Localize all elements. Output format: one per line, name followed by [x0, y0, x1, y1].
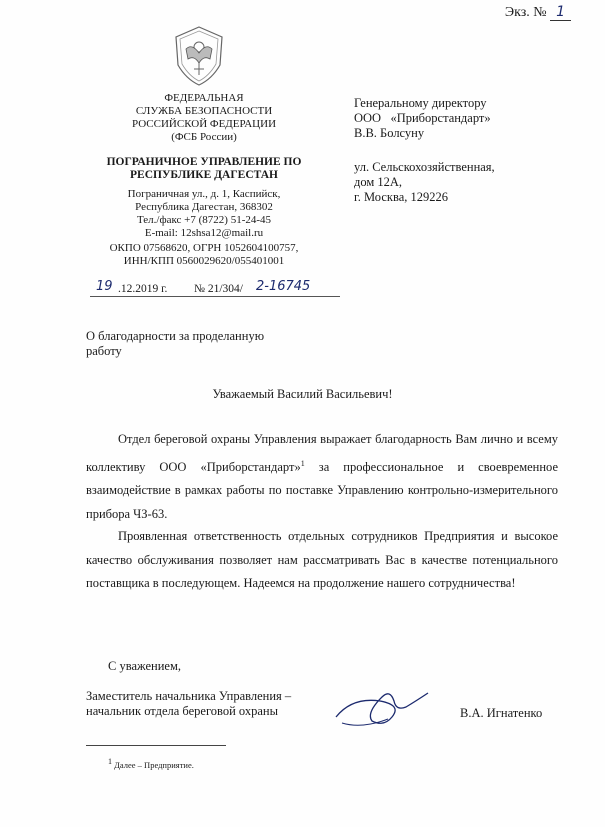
recipient-address: ул. Сельскохозяйственная, дом 12А, г. Москва, 129226 — [354, 160, 495, 204]
closing: С уважением, — [108, 659, 181, 673]
copy-number: Экз. № 1 — [505, 4, 571, 21]
footnote: $^1$ Далее – Предприятие. — [108, 757, 194, 770]
sender-codes: ОКПО 07568620, ОГРН 1052604100757, ИНН/КПП 0560029620/055401001 — [109, 242, 299, 267]
body-paragraph-1: Отдел береговой охраны Управления выражает благодарность Вам лично и всему коллективу ООО «Приборстандарт»$^1$ за профессиональное и своевременное взаимодействие в рамках работы по поставке Управлению контрольно-измерительного прибора ЧЗ-63. — [86, 432, 558, 521]
sender-department: ПОГРАНИЧНОЕ УПРАВЛЕНИЕ ПО РЕСПУБЛИКЕ ДАГЕСТАН — [106, 156, 302, 181]
copy-number-value: 1 — [550, 4, 571, 21]
sender-address: Пограничная ул., д. 1, Каспийск, Республика Дагестан, 368302 Тел./факс +7 (8722) 51-24-45 E-mail: 12shsa12@mail.ru — [127, 188, 281, 239]
recipient: Генеральному директору ООО «Приборстандарт» В.В. Болсуну — [354, 96, 491, 140]
date-day: 19 — [96, 279, 113, 294]
date-reference — [90, 279, 340, 298]
sender-agency: ФЕДЕРАЛЬНАЯ СЛУЖБА БЕЗОПАСНОСТИ РОССИЙСКОЙ ФЕДЕРАЦИИ (ФСБ России) — [131, 92, 277, 143]
signatory-name: В.А. Игнатенко — [460, 706, 543, 720]
salutation: Уважаемый Василий Васильевич! — [212, 387, 393, 401]
date-month-year: .12.2019 г. — [118, 283, 168, 295]
signatory-title: Заместитель начальника Управления – начальник отдела береговой охраны — [86, 689, 292, 718]
ref-number-hand: 2-16745 — [256, 279, 311, 294]
footnote-ref: 1 — [300, 458, 305, 468]
fsb-emblem-icon — [172, 25, 226, 87]
handwritten-signature — [332, 683, 432, 733]
footnote-divider — [86, 745, 226, 746]
body-paragraph-2: Проявленная ответственность отдельных сотрудников Предприятия и высокое качество обслуживания позволяет нам рассматривать Вас в качестве потенциального поставщика в последующем. Надеемся на продолжение нашего сотрудничества! — [86, 529, 558, 590]
ref-number-label: № 21/304/ — [194, 283, 243, 295]
letter-subject: О благодарности за проделанную работу — [86, 329, 265, 358]
